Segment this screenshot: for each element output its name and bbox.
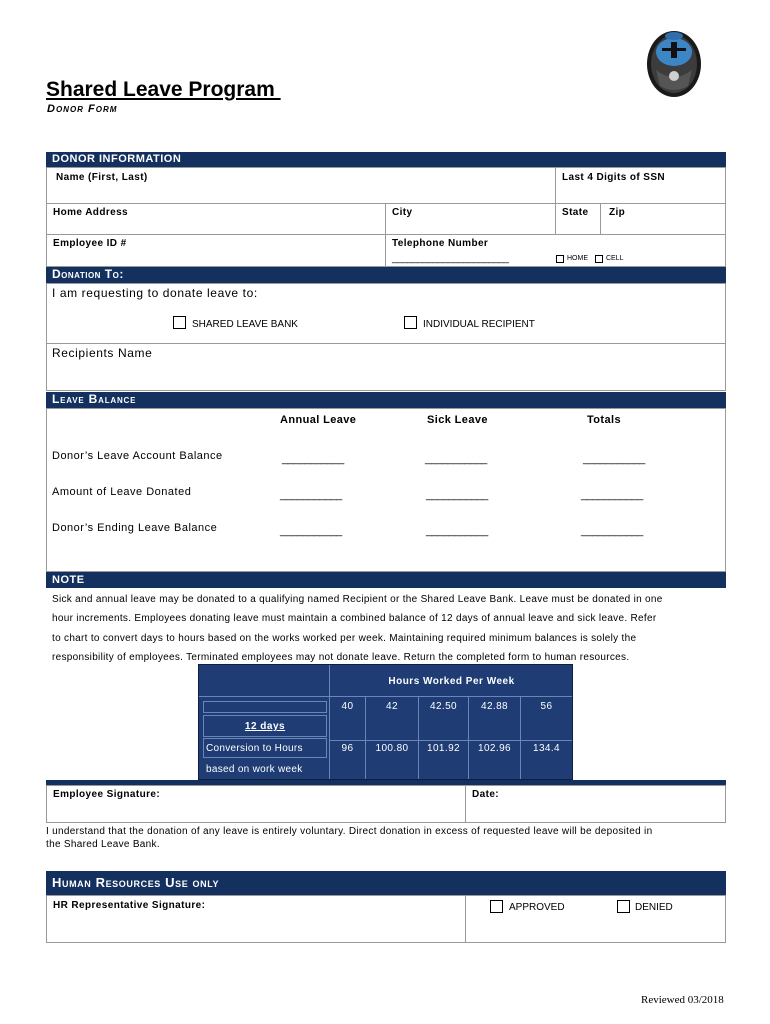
hours-value-cell: 96 [341, 743, 354, 754]
employee-signature-label: Employee Signature: [53, 789, 161, 800]
recipients-name-label: Recipients Name [52, 346, 153, 360]
donor-name-label: Name (First, Last) [56, 172, 148, 183]
hours-value-cell: 101.92 [427, 743, 460, 754]
home-checkbox[interactable] [556, 255, 564, 263]
approved-checkbox[interactable] [490, 900, 503, 913]
donation-prompt: I am requesting to donate leave to: [52, 286, 258, 300]
reviewed-date: Reviewed 03/2018 [641, 994, 724, 1006]
donor-information-heading: DONOR INFORMATION [52, 153, 182, 165]
home-address-field[interactable] [46, 203, 386, 235]
hr-signature-field[interactable] [46, 895, 466, 943]
hr-decision-panel [465, 895, 726, 943]
annual-leave-column: Annual Leave [280, 414, 357, 426]
hours-value-cell: 100.80 [375, 743, 409, 754]
date-field[interactable] [465, 785, 726, 823]
cell-checkbox[interactable] [595, 255, 603, 263]
hr-use-bar [46, 871, 726, 895]
total-balance-blank[interactable]: ___________ [583, 453, 645, 465]
note-line: hour increments. Employees donating leave must maintain a combined balance of 12 days of annual leave and sick leave. Refer [52, 613, 657, 625]
sick-leave-column: Sick Leave [427, 414, 488, 426]
annual-donated-blank[interactable]: ___________ [280, 489, 342, 501]
hours-value-cell: 134.4 [532, 743, 561, 754]
denied-label: DENIED [635, 902, 673, 913]
employee-signature-field[interactable] [46, 785, 466, 823]
annual-balance-blank[interactable]: ___________ [282, 453, 344, 465]
employee-id-label: Employee ID # [53, 238, 127, 249]
shared-leave-bank-label: SHARED LEAVE BANK [192, 319, 298, 330]
form-subtitle: Donor Form [47, 103, 118, 115]
hr-signature-label: HR Representative Signature: [53, 900, 206, 911]
denied-checkbox[interactable] [617, 900, 630, 913]
conversion-row-label: Conversion to Hours [206, 743, 303, 754]
note-line: Sick and annual leave may be donated to a qualifying named Recipient or the Shared Leave Bank. Leave must be donated in one [52, 594, 663, 605]
city-label: City [392, 207, 413, 218]
days-label: 12 days [244, 721, 286, 732]
note-text [52, 590, 663, 667]
note-line: responsibility of employees. Terminated employees may not donate leave. Return the completed form to human resources. [52, 651, 630, 663]
note-heading: NOTE [52, 574, 85, 586]
telephone-blank: _______________________ [392, 253, 509, 264]
date-label: Date: [472, 789, 500, 800]
city-field[interactable] [385, 203, 556, 235]
disclaimer-line: the Shared Leave Bank. [46, 839, 160, 850]
home-address-label: Home Address [53, 207, 129, 218]
sick-donated-blank[interactable]: ___________ [426, 489, 488, 501]
individual-recipient-checkbox[interactable] [404, 316, 417, 329]
leave-balance-heading: Leave Balance [52, 392, 137, 406]
disclaimer-line: I understand that the donation of any leave is entirely voluntary. Direct donation in excess of requested leave will be deposited in [46, 826, 653, 837]
hr-use-heading: Human Resources Use only [52, 875, 220, 890]
donation-to-heading: Donation To: [52, 267, 124, 281]
hours-cell: 56 [540, 701, 553, 712]
donation-to-bar [46, 267, 726, 283]
conversion-table [198, 664, 573, 780]
donation-to-panel [46, 283, 726, 344]
total-ending-blank[interactable]: ___________ [581, 525, 643, 537]
individual-recipient-label: INDIVIDUAL RECIPIENT [423, 319, 535, 330]
total-donated-blank[interactable]: ___________ [581, 489, 643, 501]
hours-worked-header: Hours Worked Per Week [388, 676, 515, 687]
telephone-label: Telephone Number [392, 238, 489, 249]
cell-label: CELL [606, 255, 624, 262]
annual-ending-blank[interactable]: ___________ [280, 525, 342, 537]
leave-balance-panel [46, 408, 726, 572]
hours-cell: 40 [341, 701, 354, 712]
zip-field[interactable] [600, 203, 726, 235]
ssn-label: Last 4 Digits of SSN [562, 172, 666, 183]
leave-row-label: Donor’s Ending Leave Balance [52, 522, 218, 534]
approved-label: APPROVED [509, 902, 565, 913]
sick-balance-blank[interactable]: ___________ [425, 453, 487, 465]
hours-cell: 42.50 [429, 701, 458, 712]
telephone-field[interactable] [385, 234, 726, 267]
hours-cell: 42 [386, 701, 398, 712]
zip-label: Zip [609, 207, 626, 218]
recipients-name-field[interactable] [46, 343, 726, 391]
home-label: HOME [567, 255, 588, 262]
state-label: State [562, 207, 589, 218]
donor-information-bar [46, 152, 726, 167]
leave-row-label: Donor’s Leave Account Balance [52, 450, 223, 462]
note-line: to chart to convert days to hours based on the works worked per week. Maintaining required minimum balances is solely the [52, 632, 637, 644]
employee-id-field[interactable] [46, 234, 386, 267]
form-title: Shared Leave Program [46, 78, 281, 101]
hours-value-cell: 102.96 [478, 743, 511, 754]
donor-name-field[interactable] [46, 167, 556, 204]
totals-column: Totals [587, 414, 621, 426]
sick-ending-blank[interactable]: ___________ [426, 525, 488, 537]
leave-row-label: Amount of Leave Donated [52, 486, 192, 498]
leave-balance-bar [46, 392, 726, 408]
conversion-row-label-2: based on work week [206, 764, 303, 775]
department-seal-logo [644, 28, 704, 100]
shared-leave-bank-checkbox[interactable] [173, 316, 186, 329]
note-bar [46, 572, 726, 588]
state-field[interactable] [555, 203, 601, 235]
voluntary-disclaimer [46, 825, 652, 851]
ssn-field[interactable] [555, 167, 726, 204]
hours-cell: 42.88 [480, 701, 509, 712]
